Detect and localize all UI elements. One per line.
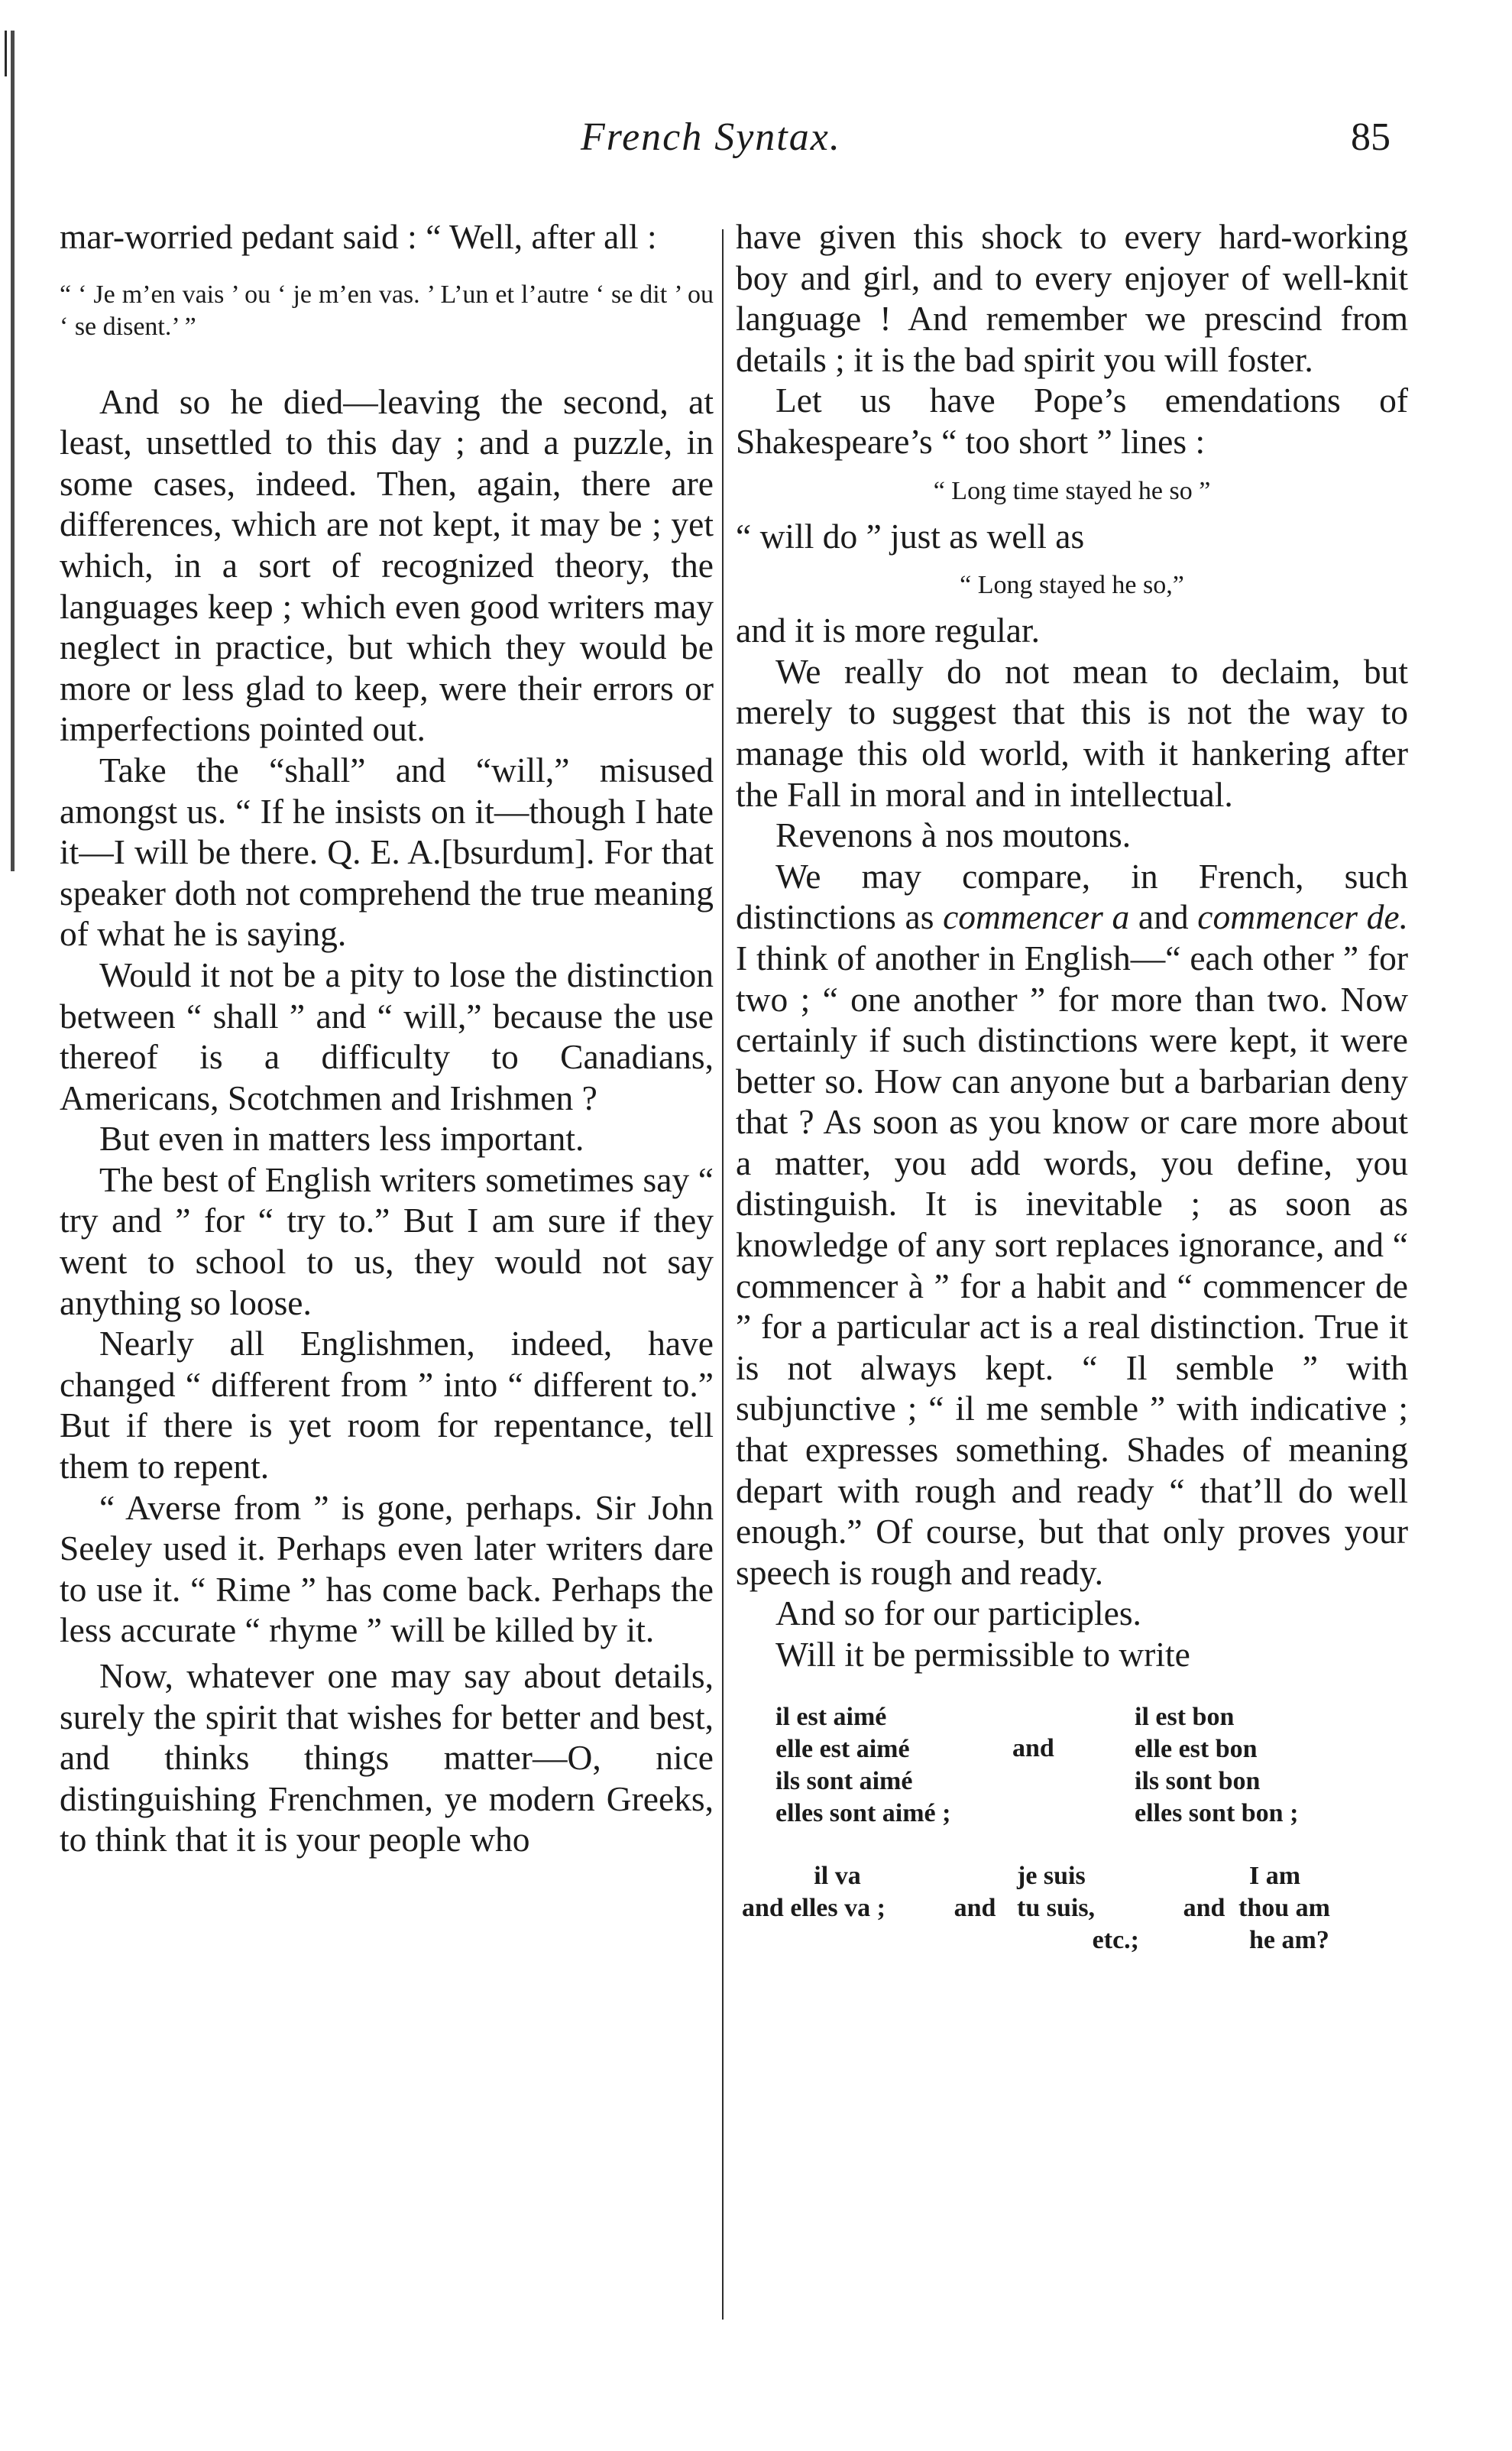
table-cell: elles sont aimé ; (775, 1798, 951, 1827)
right-column (736, 216, 1408, 1957)
table-cell: il est bon (1135, 1702, 1235, 1731)
paragraph: The best of English writers sometimes say “ try and ” for “ try to.” But I am sure if they went to school to us, they would not say anything so loose. (60, 1159, 714, 1322)
paragraph: And so for our participles. (775, 1593, 1141, 1633)
table-cell (933, 1860, 1017, 1892)
table-cell: elle est bon (1135, 1734, 1258, 1763)
emphasis: commencer a (943, 897, 1130, 937)
table-cell (1170, 1860, 1238, 1892)
table-conjunction: and (1183, 1893, 1225, 1922)
table-cell: il est aimé (775, 1702, 887, 1731)
table-cell: I am (1249, 1861, 1301, 1890)
table-conjunction (1012, 1701, 1135, 1830)
block-quote: “ ‘ Je m’en vais ’ ou ‘ je m’en vas. ’ L’un et l’autre ‘ se dit ’ ou ‘ se disent.’ ” (60, 280, 714, 341)
verse-quote: “ Long stayed he so,” (960, 571, 1184, 600)
table-cell (933, 1924, 1017, 1957)
paragraph: and it is more regular. (736, 611, 1041, 650)
left-column (60, 216, 714, 1860)
text-run: We may compare, in French, such distinctions as (736, 856, 1408, 937)
table-cell: and elles va ; (742, 1893, 886, 1922)
emphasis: commencer de. (1197, 897, 1408, 937)
column-divider (722, 229, 724, 2320)
table-cell (742, 1924, 933, 1957)
table-cell: tu suis, (1017, 1893, 1096, 1922)
table-cell: je suis (1017, 1861, 1086, 1890)
table-cell: il va (814, 1861, 861, 1890)
paragraph: have given this shock to every hard-working boy and girl, and to every enjoyer of well-knit language ! And remember we prescind from details ; it is the bad spirit you will foster. (736, 217, 1408, 379)
paragraph: Let us have Pope’s emendations of Shakespeare’s “ too short ” lines : (736, 381, 1408, 461)
table-cell: etc.; (1092, 1925, 1139, 1954)
text-run: and (1129, 897, 1198, 937)
conjugation-table-1 (736, 1701, 1408, 1830)
paragraph: Take the “shall” and “will,” misused amongst us. “ If he insists on it—though I hate it—I will be there. Q. E. A.[bsurdum]. For that speaker doth not comprehend the true meaning of what he is saying. (60, 750, 714, 954)
paragraph: But even in matters less important. (99, 1119, 584, 1159)
paragraph (736, 856, 1408, 1593)
paragraph: And so he died—leaving the second, at least, unsettled to this day ; and a puzzle, in some cases, indeed. Then, again, there are differences, which are not kept, it may be ; yet which, in a sort of recognized theory, the languages keep ; which even good writers may neglect in practice, but which they would be more or less glad to keep, were their errors or imperfections pointed out. (60, 381, 714, 749)
table-cell: elles sont bon ; (1135, 1798, 1299, 1827)
page-header (0, 115, 1512, 176)
page-number: 85 (1351, 115, 1391, 159)
table-cell: ils sont bon (1135, 1766, 1261, 1795)
table-cell: ils sont aimé (775, 1766, 913, 1795)
paragraph: Now, whatever one may say about details, surely the spirit that wishes for better and best, and thinks things matter—O, nice distinguishing Frenchmen, ye modern Greeks, to think that it is your people who (60, 1656, 714, 1859)
conjugation-table-2 (736, 1860, 1408, 1957)
paragraph: Would it not be a pity to lose the distinction between “ shall ” and “ will,” because the use thereof is a difficulty to Canadians, Americans, Scotchmen and Irishmen ? (60, 955, 714, 1117)
paragraph: “ Averse from ” is gone, perhaps. Sir John Seeley used it. Perhaps even later writers dare to use it. “ Rime ” has come back. Perhaps the less accurate “ rhyme ” will be killed by it. (60, 1487, 714, 1650)
running-head: French Syntax. (581, 115, 841, 159)
paragraph: mar-worried pedant said : “ Well, after all : (60, 217, 657, 256)
text-run: I think of another in English—“ each other ” for two ; “ one another ” for more than two. Now certainly if such distinctions were kept, it were better so. How can anyone but a barbarian deny that ? As soon as you know or care more about a matter, you add words, you define, you distinguish. It is inevitable ; as soon as knowledge of any sort replaces ignorance, and “ commencer à ” for a habit and “ commencer de ” for a particular act is a real distinction. True it is not always kept. “ Il semble ” with subjunctive ; “ il me semble ” with indicative ; that expresses something. Shades of meaning depart with rough and ready “ that’ll do well enough.” Of course, but that only proves your speech is rough and ready. (736, 938, 1408, 1592)
verse-quote: “ Long time stayed he so ” (933, 476, 1211, 505)
table-cell: elle est aimé (775, 1734, 910, 1763)
table-cell: thou am (1238, 1893, 1330, 1922)
paragraph: We really do not mean to declaim, but merely to suggest that this is not the way to manage this old world, with it hankering after the Fall in moral and in intellectual. (736, 651, 1408, 814)
paragraph: Revenons à nos moutons. (775, 815, 1132, 855)
page-binding-mark (5, 31, 7, 76)
paragraph: Nearly all Englishmen, indeed, have changed “ different from ” into “ different to.” But if there is yet room for repentance, tell them to repent. (60, 1324, 714, 1486)
paragraph: “ will do ” just as well as (736, 516, 1085, 556)
table-conjunction: and (953, 1893, 996, 1922)
table-cell: he am? (1249, 1925, 1329, 1954)
conjunction-text: and (1012, 1733, 1054, 1762)
paragraph: Will it be permissible to write (775, 1635, 1190, 1674)
table-cell (1170, 1924, 1238, 1957)
